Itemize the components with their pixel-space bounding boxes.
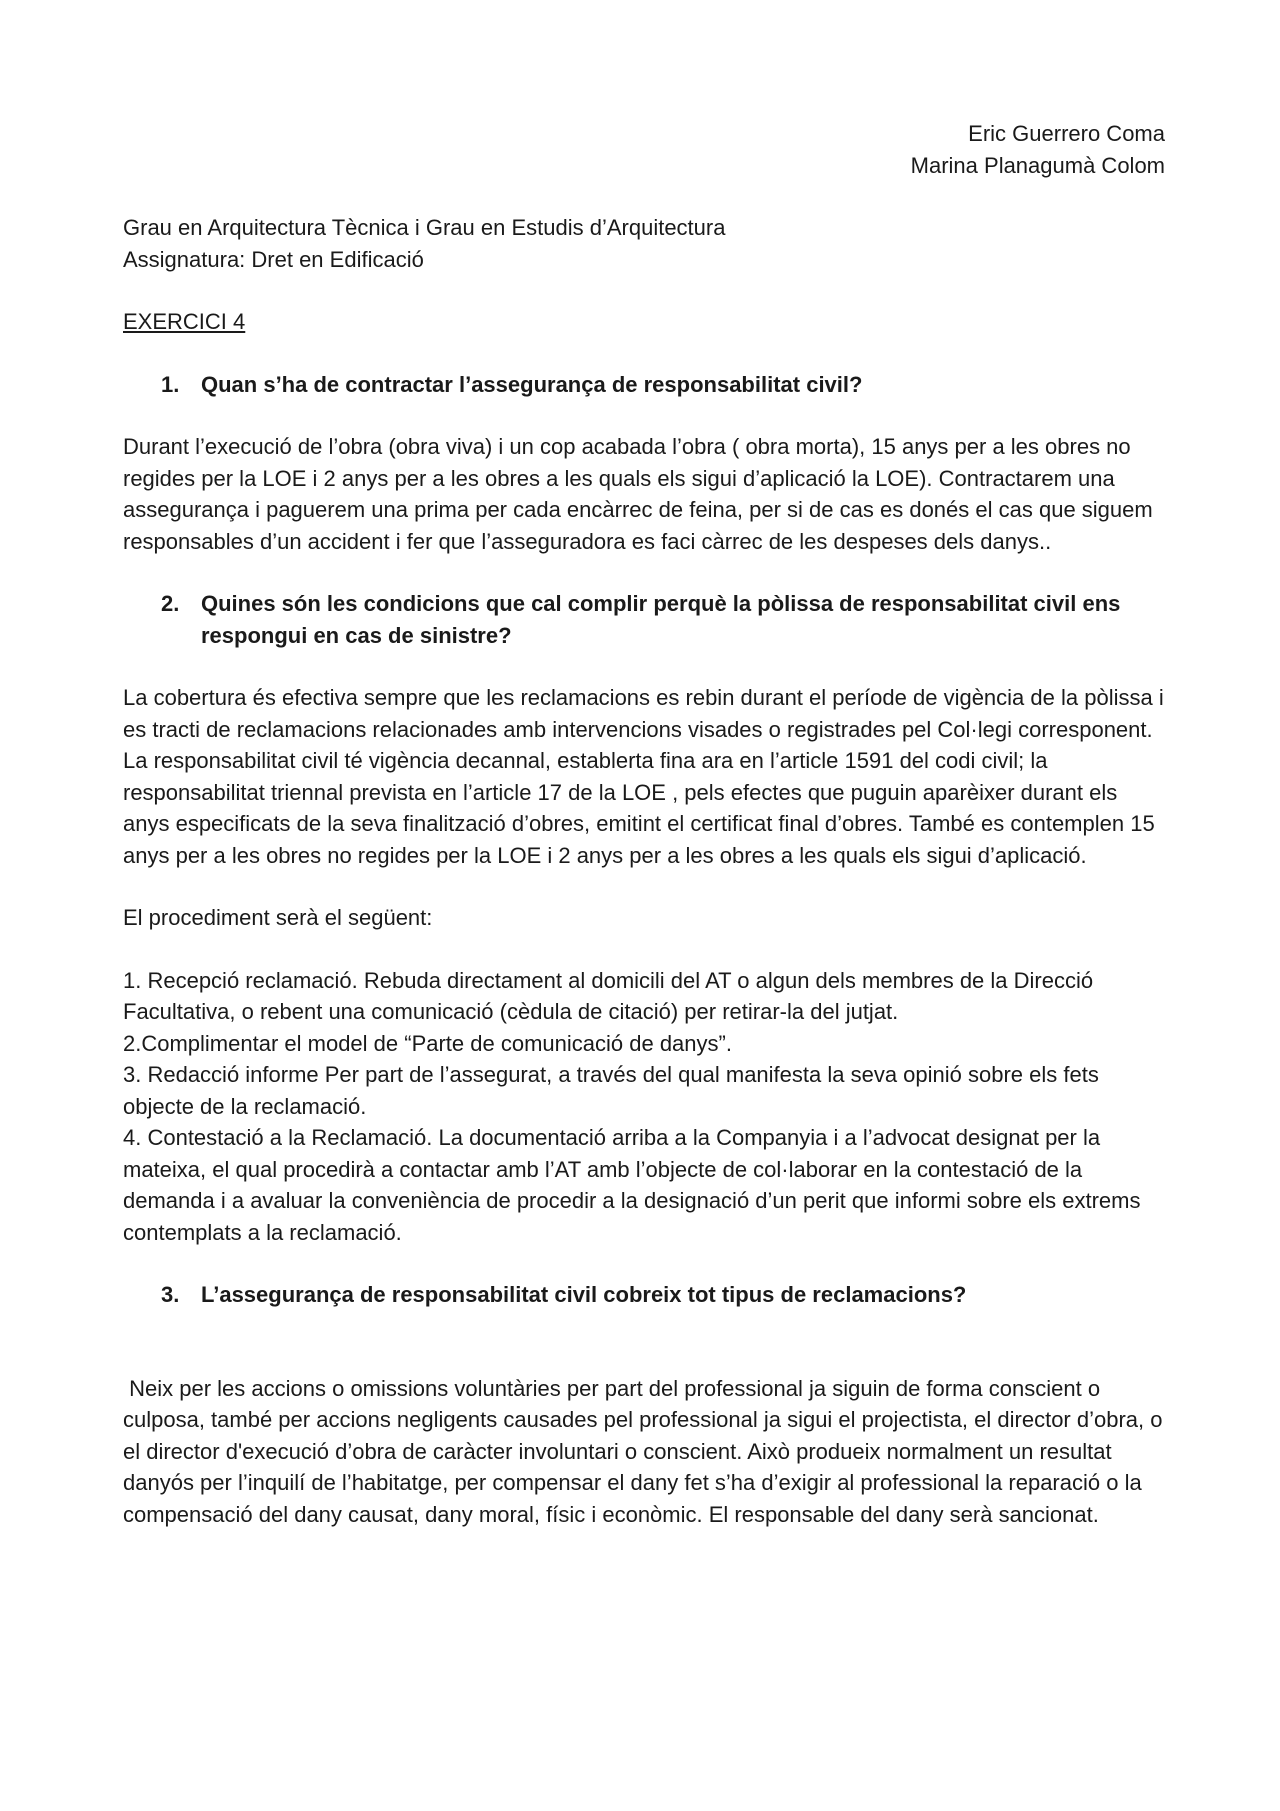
question-number: 3. <box>161 1282 180 1307</box>
question-text: L’assegurança de responsabilitat civil cobreix tot tipus de reclamacions? <box>201 1282 967 1307</box>
procedure-step: 1. Recepció reclamació. Rebuda directament al domicili del AT o algun dels membres de la Direcció Facultativa, o rebent una comunicació (cèdula de citació) per retirar-la del jutjat. <box>123 967 1094 1024</box>
procedure-step: 3. Redacció informe Per part de l’assegurat, a través del qual manifesta la seva opinió sobre els fets objecte de la reclamació. <box>123 1062 1099 1119</box>
author-name: Eric Guerrero Coma <box>968 121 1165 146</box>
author-block <box>123 118 1165 181</box>
question-3-answer: Neix per les accions o omissions voluntàries per part del professional ja siguin de forma conscient o culposa, també per accions negligents causades pel professional ja sigui el projectista, el director d’obra, o el director d'execució d’obra de caràcter involuntari o conscient. Això produeix normalment un resultat danyós per l’inquilí de l’habitatge, per compensar el dany fet s’ha d’exigir al professional la reparació o la compensació del dany causat, dany moral, físic i econòmic. El responsable del dany serà sancionat. <box>123 1375 1169 1527</box>
document-content <box>123 118 1169 1561</box>
course-info <box>123 212 1165 275</box>
procedure-step: 2.Complimentar el model de “Parte de comunicació de danys”. <box>123 1030 732 1056</box>
subject-line: Assignatura: Dret en Edificació <box>123 246 424 272</box>
question-1-heading <box>123 369 1165 401</box>
question-text: Quines són les condicions que cal complir perquè la pòlissa de responsabilitat civil ens respongui en cas de sinistre? <box>201 591 1121 648</box>
degree-line: Grau en Arquitectura Tècnica i Grau en Estudis d’Arquitectura <box>123 215 726 240</box>
question-2-answer: La cobertura és efectiva sempre que les reclamacions es rebin durant el període de vigència de la pòlissa i es tracti de reclamacions relacionades amb intervencions visades o registrades pel Col·legi corresponent. La responsabilitat civil té vigència decannal, establerta fina ara en l’article 1591 del codi civil; la responsabilitat triennal prevista en l’article 17 de la LOE , pels efectes que puguin aparèixer durant els anys especificats de la seva finalització d’obres, emitint el certificat final d’obres. També es contemplen 15 anys per a les obres no regides per la LOE i 2 anys per a les obres a les quals els sigui d’aplicació. <box>123 685 1164 868</box>
procedure-steps <box>123 965 1165 1249</box>
procedure-step: 4. Contestació a la Reclamació. La documentació arriba a la Companyia i a l’advocat designat per la mateixa, el qual procedirà a contactar amb l’AT amb l’objecte de col·laborar en la contestació de la demanda i a avaluar la conveniència de procedir a la designació d’un perit que informi sobre els extrems contemplats a la reclamació. <box>123 1125 1141 1245</box>
question-number: 1. <box>161 371 180 397</box>
question-text: Quan s’ha de contractar l’assegurança de responsabilitat civil? <box>201 371 863 397</box>
question-3-heading <box>123 1279 1165 1311</box>
question-number: 2. <box>161 591 180 616</box>
spacer <box>123 1342 1165 1373</box>
question-1-answer: Durant l’execució de l’obra (obra viva) i un cop acabada l’obra ( obra morta), 15 anys per a les obres no regides per la LOE i 2 anys per a les obres a les quals els sigui d’aplicació la LOE). Contractarem una assegurança i paguerem una prima per cada encàrrec de feina, per si de cas es donés el cas que siguem responsables d’un accident i fer que l’asseguradora es faci càrrec de les despeses dels danys.. <box>123 434 1153 554</box>
procedure-intro: El procediment serà el següent: <box>123 905 433 930</box>
author-name: Marina Planagumà Colom <box>910 152 1165 178</box>
exercise-title: EXERCICI 4 <box>123 309 246 334</box>
question-2-heading <box>123 588 1165 651</box>
